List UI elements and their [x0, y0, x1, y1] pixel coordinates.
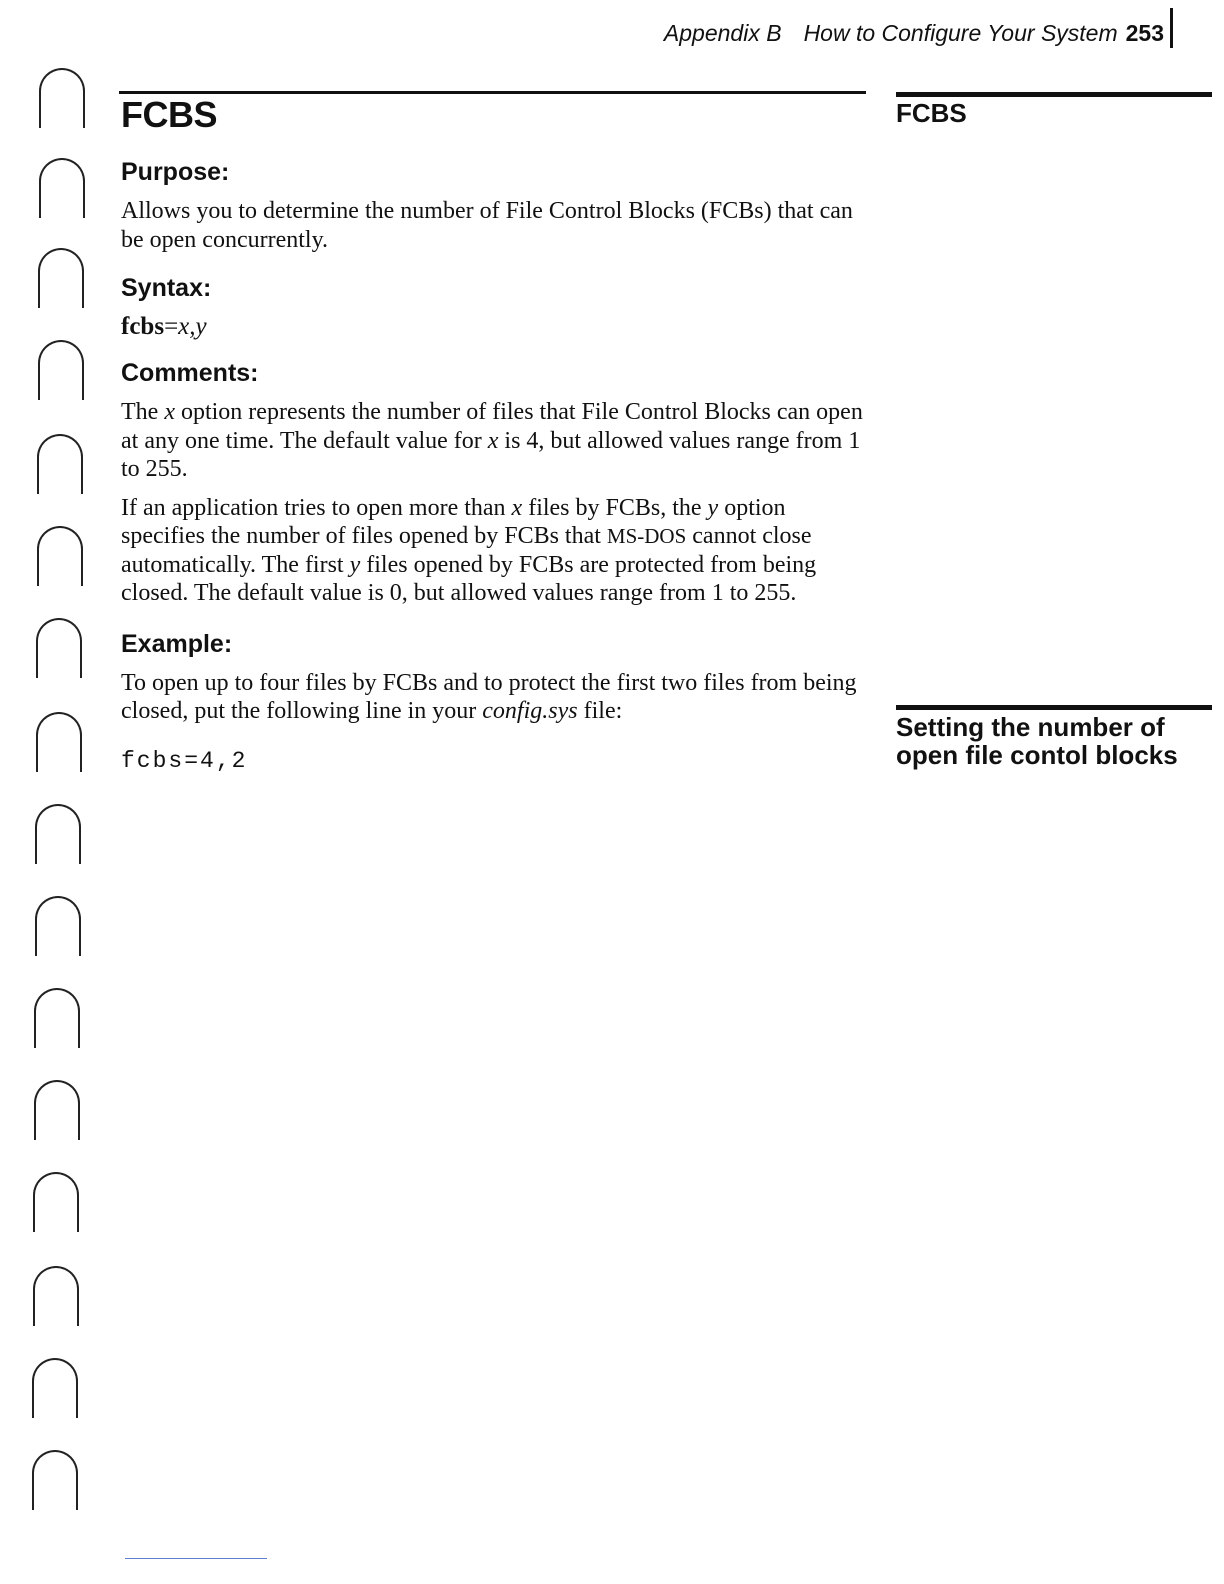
- syntax-equals: =: [164, 313, 179, 340]
- syntax-command: fcbs: [121, 313, 165, 340]
- example-heading: Example:: [121, 629, 233, 658]
- text-run: If an application tries to open more than: [121, 494, 506, 521]
- var-y: y: [349, 551, 361, 578]
- binder-hole-icon: [36, 618, 82, 678]
- main-content: [121, 92, 866, 774]
- binder-hole-icon: [38, 340, 84, 400]
- binder-hole-icon: [34, 1080, 80, 1140]
- var-x: x: [164, 399, 175, 425]
- comments-heading: Comments:: [121, 359, 259, 387]
- footer-line: [125, 1558, 267, 1559]
- example-code: fcbs=4,2: [121, 747, 248, 774]
- binder-hole-icon: [38, 248, 84, 308]
- appendix-label: Appendix B: [663, 20, 782, 46]
- comments-paragraph-2: [121, 494, 866, 608]
- margin-rule-example: [896, 705, 1212, 710]
- margin-note-title: FCBS: [896, 98, 967, 128]
- text-run: option represents the number of files that File Control Blocks can open at any one time. The default value for: [121, 399, 863, 454]
- text-run: files opened by FCBs are protected from being closed. The default value is 0, but allowed values range from 1 to 255.: [121, 551, 817, 606]
- binder-hole-icon: [37, 526, 83, 586]
- chapter-title: How to Configure Your System: [803, 20, 1118, 46]
- comments-paragraph-1: [121, 398, 866, 484]
- var-x: x: [487, 427, 499, 454]
- binder-hole-icon: [32, 1358, 78, 1418]
- binder-hole-icon: [37, 434, 83, 494]
- binder-hole-icon: [33, 1266, 79, 1326]
- binder-hole-icon: [39, 68, 85, 128]
- binder-hole-icon: [35, 804, 81, 864]
- syntax-heading: Syntax:: [121, 274, 212, 302]
- syntax-params: x,y: [178, 313, 207, 340]
- config-file-name: config.sys: [482, 698, 578, 724]
- text-run: option specifies the number of files opened by FCBs that: [121, 494, 786, 549]
- text-run: To open up to four files by FCBs and to protect the first two files from being closed, put the following line in your: [121, 669, 857, 724]
- purpose-text: Allows you to determine the number of File Control Blocks (FCBs) that can be open concurrently.: [121, 198, 853, 253]
- binder-hole-icon: [36, 712, 82, 772]
- binder-hole-icon: [35, 896, 81, 956]
- binder-hole-icon: [33, 1172, 79, 1232]
- var-y: y: [707, 494, 719, 521]
- text-run: files by FCBs, the: [528, 494, 702, 521]
- text-run: file:: [583, 698, 623, 724]
- header-vertical-bar: [1170, 8, 1173, 48]
- msdos-term: MS-DOS: [606, 524, 687, 548]
- binder-hole-icon: [34, 988, 80, 1048]
- margin-note-example: Setting the number of open file contol blocks: [896, 712, 1178, 770]
- page-title: FCBS: [121, 94, 217, 135]
- text-run: is 4, but allowed values range from 1 to 255.: [121, 427, 861, 482]
- var-x: x: [511, 494, 523, 521]
- syntax-line: [121, 313, 866, 341]
- binder-hole-icon: [32, 1450, 78, 1510]
- binder-hole-icon: [39, 158, 85, 218]
- purpose-heading: Purpose:: [121, 158, 230, 186]
- running-header: [664, 20, 1164, 47]
- page-number: 253: [1125, 20, 1164, 46]
- text-run: The: [121, 399, 159, 425]
- text-run: cannot close automatically. The first: [121, 523, 812, 578]
- example-text: [121, 669, 866, 726]
- margin-rule-top: [896, 92, 1212, 97]
